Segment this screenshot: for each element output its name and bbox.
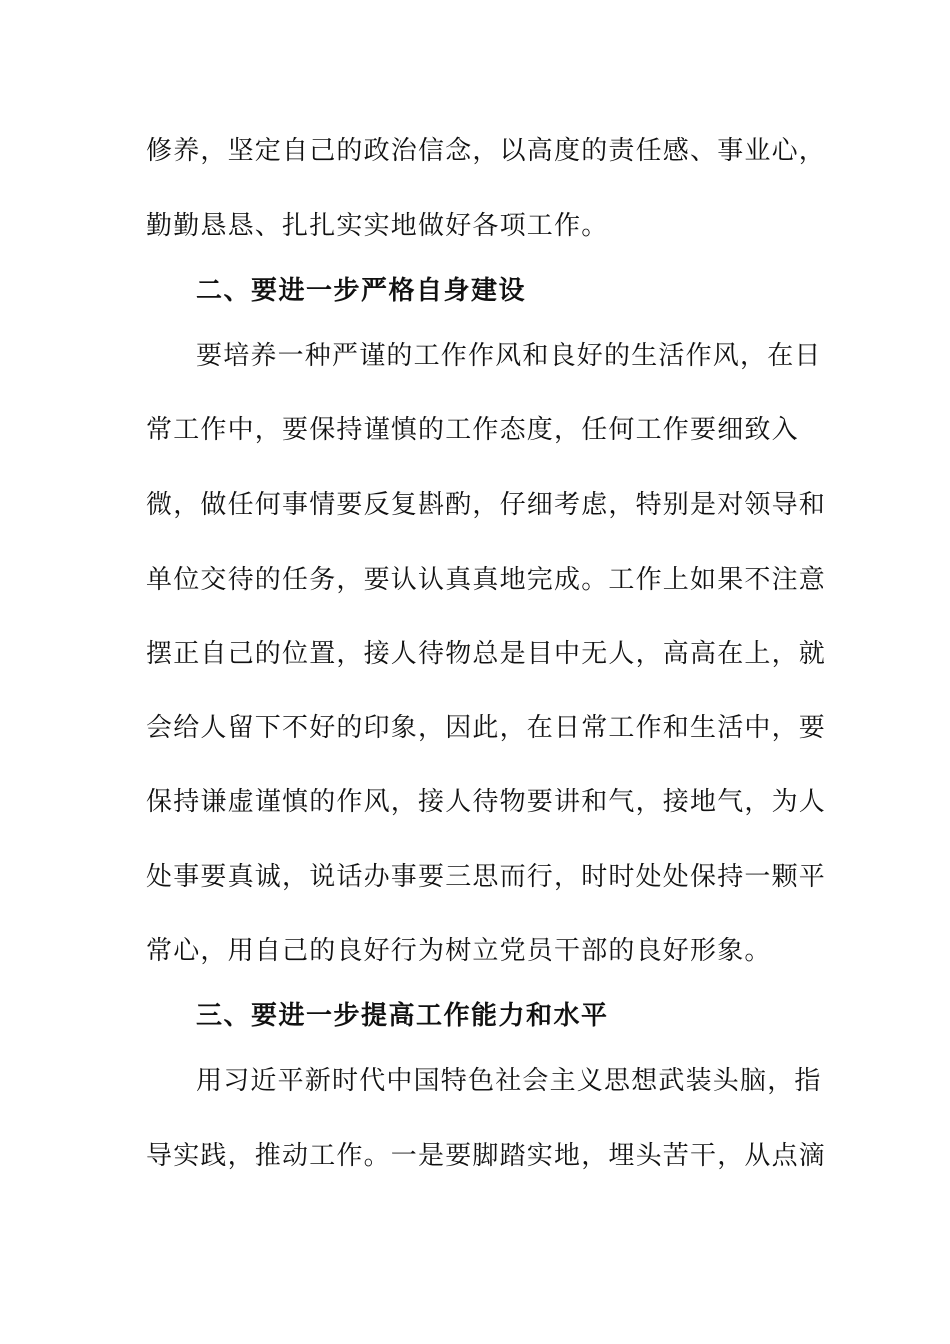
section-heading-2: 二、要进一步严格自身建设 [196,276,527,306]
paragraph-line: 微，做任何事情要反复斟酌，仔细考虑，特别是对领导和 [146,490,827,520]
paragraph-line: 摆正自己的位置，接人待物总是目中无人，高高在上，就 [146,639,827,669]
paragraph-line: 常工作中，要保持谨慎的工作态度，任何工作要细致入 [146,415,799,445]
paragraph-line: 处事要真诚，说话办事要三思而行，时时处处保持一颗平 [146,862,827,892]
paragraph-line: 用习近平新时代中国特色社会主义思想武装头脑，指 [196,1066,822,1096]
paragraph-line: 勤勤恳恳、扎扎实实地做好各项工作。 [146,211,609,241]
paragraph-line: 修养，坚定自己的政治信念，以高度的责任感、事业心， [146,136,827,166]
section-heading-3: 三、要进一步提高工作能力和水平 [196,1001,609,1031]
paragraph-line: 保持谦虚谨慎的作风，接人待物要讲和气，接地气，为人 [146,787,827,817]
paragraph-line: 会给人留下不好的印象，因此，在日常工作和生活中，要 [146,713,827,743]
paragraph-line: 单位交待的任务，要认认真真地完成。工作上如果不注意 [146,565,827,595]
paragraph-line: 常心，用自己的良好行为树立党员干部的良好形象。 [146,936,772,966]
paragraph-line: 导实践，推动工作。一是要脚踏实地，埋头苦干，从点滴 [146,1141,827,1171]
paragraph-line: 要培养一种严谨的工作作风和良好的生活作风，在日 [196,341,822,371]
